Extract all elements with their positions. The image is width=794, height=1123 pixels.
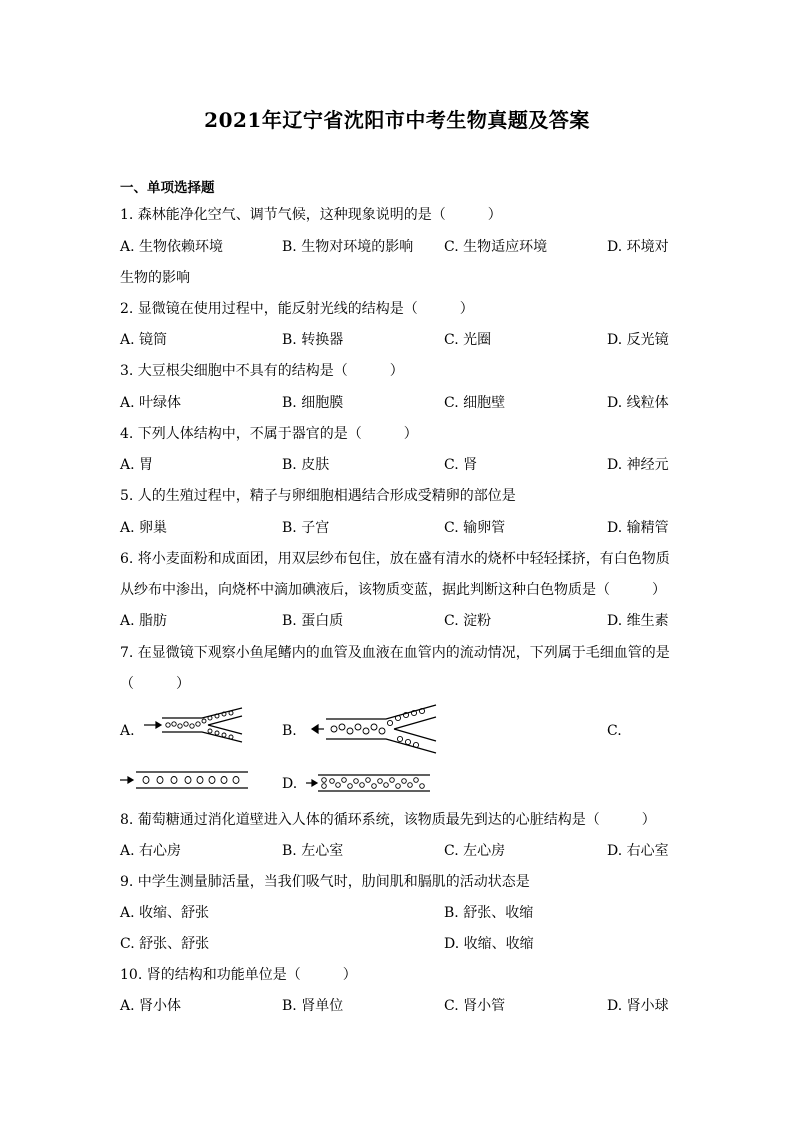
question-6-stem-continued: 从纱布中渗出，向烧杯中滴加碘液后，该物质变蓝，据此判断这种白色物质是（ ） — [120, 582, 666, 598]
q8-option-c: C. 左心房 — [444, 843, 506, 859]
section-heading: 一、单项选择题 — [120, 180, 215, 196]
q6-option-b: B. 蛋白质 — [282, 613, 344, 629]
question-2-stem: 2. 显微镜在使用过程中，能反射光线的结构是（ ） — [120, 301, 474, 317]
question-7-stem-continued: （ ） — [120, 676, 190, 692]
q1-option-d: D. 环境对 — [607, 239, 669, 255]
q7-figure-d-narrow-vessel — [306, 772, 432, 794]
q7-figure-label-a: A. — [120, 723, 135, 739]
question-1-stem: 1. 森林能净化空气、调节气候，这种现象说明的是（ ） — [120, 207, 502, 223]
question-4-stem: 4. 下列人体结构中，不属于器官的是（ ） — [120, 426, 418, 442]
q4-option-b: B. 皮肤 — [282, 457, 330, 473]
q1-option-c: C. 生物适应环境 — [444, 239, 548, 255]
q4-option-a: A. 胃 — [120, 457, 154, 473]
question-3-stem: 3. 大豆根尖细胞中不具有的结构是（ ） — [120, 363, 404, 379]
question-7-stem: 7. 在显微镜下观察小鱼尾鳍内的血管及血液在血管内的流动情况，下列属于毛细血管的是 — [120, 645, 670, 661]
q2-option-d: D. 反光镜 — [607, 332, 669, 348]
q10-option-d: D. 肾小球 — [607, 998, 669, 1014]
q2-option-b: B. 转换器 — [282, 332, 344, 348]
question-6-stem: 6. 将小麦面粉和成面团，用双层纱布包住，放在盛有清水的烧杯中轻轻揉挤，有白色物质 — [120, 551, 670, 567]
question-5-stem: 5. 人的生殖过程中，精子与卵细胞相遇结合形成受精卵的部位是 — [120, 488, 516, 504]
question-10-stem: 10. 肾的结构和功能单位是（ ） — [120, 967, 357, 983]
q7-figure-c-straight-vessel — [120, 768, 250, 792]
q8-option-a: A. 右心房 — [120, 843, 182, 859]
q3-option-c: C. 细胞壁 — [444, 395, 506, 411]
q6-option-a: A. 脂肪 — [120, 613, 168, 629]
q5-option-b: B. 子宫 — [282, 520, 330, 536]
q2-option-c: C. 光圈 — [444, 332, 492, 348]
question-8-stem: 8. 葡萄糖通过消化道壁进入人体的循环系统，该物质最先到达的心脏结构是（ ） — [120, 812, 656, 828]
q10-option-b: B. 肾单位 — [282, 998, 344, 1014]
q4-option-c: C. 肾 — [444, 457, 478, 473]
q8-option-d: D. 右心室 — [607, 843, 669, 859]
q5-option-d: D. 输精管 — [607, 520, 669, 536]
q3-option-b: B. 细胞膜 — [282, 395, 344, 411]
q10-option-c: C. 肾小管 — [444, 998, 506, 1014]
question-9-stem: 9. 中学生测量肺活量，当我们吸气时，肋间肌和膈肌的活动状态是 — [120, 874, 530, 890]
q1-option-a: A. 生物依赖环境 — [120, 239, 224, 255]
q7-figure-label-c: C. — [607, 723, 622, 739]
q8-option-b: B. 左心室 — [282, 843, 344, 859]
q7-figure-b-merging-vessel — [308, 703, 440, 753]
q1-option-b: B. 生物对环境的影响 — [282, 239, 414, 255]
q5-option-c: C. 输卵管 — [444, 520, 506, 536]
q6-option-c: C. 淀粉 — [444, 613, 492, 629]
q9-option-d: D. 收缩、收缩 — [444, 936, 534, 952]
q1-option-d-continued: 生物的影响 — [120, 270, 190, 286]
q9-option-c: C. 舒张、舒张 — [120, 936, 210, 952]
q7-figure-label-d: D. — [282, 776, 298, 792]
q10-option-a: A. 肾小体 — [120, 998, 182, 1014]
q9-option-a: A. 收缩、舒张 — [120, 905, 210, 921]
q6-option-d: D. 维生素 — [607, 613, 669, 629]
q7-figure-a-branching-vessel — [144, 706, 248, 746]
q7-figure-label-b: B. — [282, 723, 297, 739]
q3-option-d: D. 线粒体 — [607, 395, 669, 411]
page-title: 2021年辽宁省沈阳市中考生物真题及答案 — [204, 108, 590, 132]
q2-option-a: A. 镜筒 — [120, 332, 168, 348]
q3-option-a: A. 叶绿体 — [120, 395, 182, 411]
q5-option-a: A. 卵巢 — [120, 520, 168, 536]
q4-option-d: D. 神经元 — [607, 457, 669, 473]
q9-option-b: B. 舒张、收缩 — [444, 905, 534, 921]
